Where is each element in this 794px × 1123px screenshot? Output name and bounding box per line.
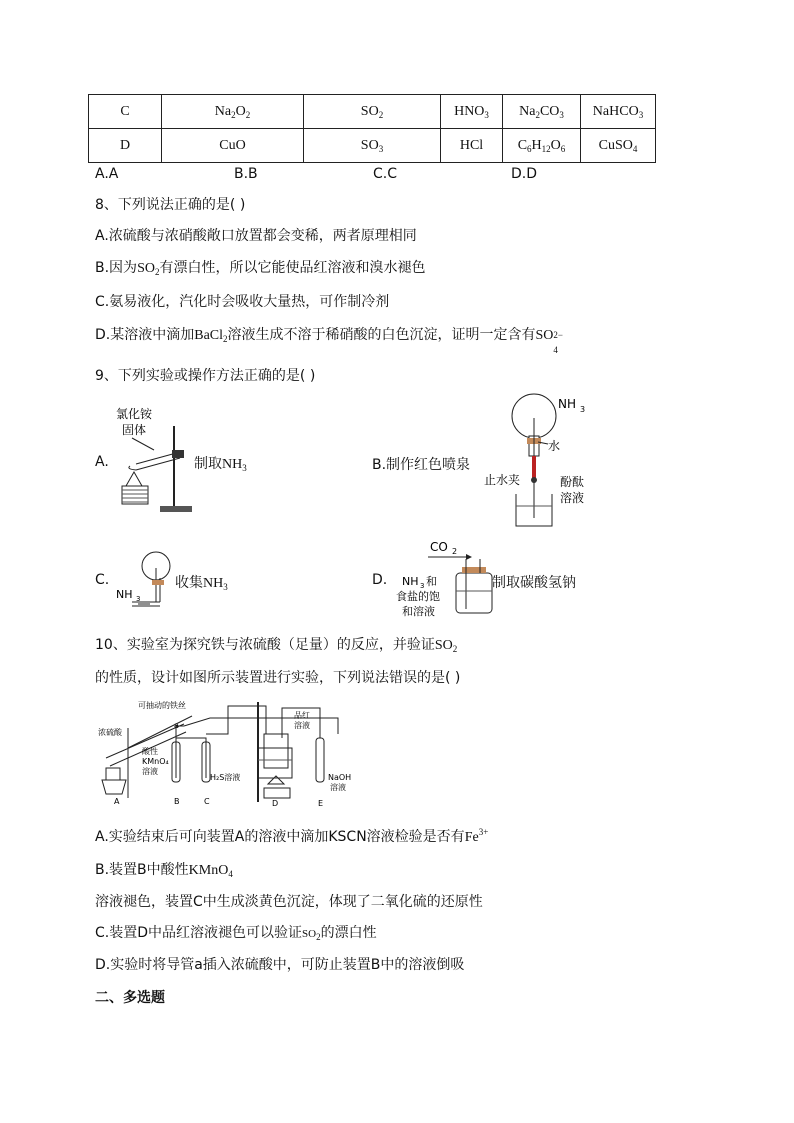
q10-option-b: B.装置B中酸性KMnO$_4$ (95, 862, 233, 879)
q9-option-d-label: D. (372, 572, 388, 588)
svg-text:酚酞: 酚酞 (560, 475, 585, 489)
table-cell: C (89, 95, 162, 129)
table-cell: $SO_3$ (304, 129, 441, 163)
q9-figure-c (112, 548, 177, 608)
q10-option-b-line2: 溶液褪色，装置C中生成淡黄色沉淀，体现了二氧化硫的还原性 (95, 894, 483, 910)
table-cell: $Na_2CO_3$ (503, 95, 581, 129)
q9-figure-b (482, 388, 592, 530)
svg-text:溶液: 溶液 (330, 783, 346, 792)
svg-text:止水夹: 止水夹 (484, 473, 521, 487)
svg-text:3: 3 (420, 582, 425, 590)
q10-option-c: C.装置D中品红溶液褪色可以验证$SO_2$的漂白性 (95, 925, 377, 942)
svg-text:品红: 品红 (294, 711, 310, 720)
q9-option-d-text: 制取碳酸氢钠 (492, 575, 576, 591)
svg-text:NH: NH (402, 575, 419, 588)
q8-option-d: D.某溶液中滴加BaCl$_2$溶液生成不溶于稀硝酸的白色沉淀，证明一定含有SO 2− 4 (95, 327, 563, 355)
svg-text:NaOH: NaOH (328, 773, 352, 782)
svg-text:溶液: 溶液 (560, 491, 585, 505)
table-cell: NaHCO$_3$ (581, 95, 656, 129)
svg-text:固体: 固体 (122, 423, 147, 437)
table-cell: $HNO_3$ (441, 95, 503, 129)
q9-figure-d (396, 537, 492, 619)
q9-stem: 9、下列实验或操作方法正确的是( ) (95, 368, 316, 384)
q9-option-a-text: 制取$NH_3$ (194, 456, 247, 473)
svg-text:C: C (204, 797, 210, 806)
q9-option-c-text: 收集$NH_3$ (175, 575, 228, 592)
svg-text:2: 2 (452, 547, 458, 556)
svg-text:a: a (174, 721, 179, 730)
table-cell: CuO (162, 129, 304, 163)
table-row (89, 129, 656, 163)
svg-text:D: D (272, 799, 279, 808)
svg-text:H₂S溶液: H₂S溶液 (210, 773, 241, 782)
q10-option-a: A.实验结束后可向装置A的溶液中滴加KSCN溶液检验是否有$Fe^{3+}$ (95, 827, 489, 845)
svg-text:A: A (114, 797, 120, 806)
q7-answer-choices (0, 166, 794, 184)
q8-option-b: B.因为$SO_2$有漂白性，所以它能使品红溶液和溴水褪色 (95, 260, 426, 277)
svg-text:溶液: 溶液 (294, 721, 310, 730)
svg-text:溶液: 溶液 (142, 767, 158, 776)
q10-stem-line2: 的性质，设计如图所示装置进行实验，下列说法错误的是( ) (95, 670, 461, 686)
answer-d: D.D (511, 166, 538, 182)
svg-text:KMnO₄: KMnO₄ (142, 757, 169, 766)
svg-text:CO: CO (430, 540, 448, 554)
svg-text:和溶液: 和溶液 (402, 605, 435, 618)
answer-c: C.C (373, 166, 398, 182)
q10-option-d: D.实验时将导管a插入浓硫酸中，可防止装置B中的溶液倒吸 (95, 957, 465, 973)
table-cell: $Na_2O_2$ (162, 95, 304, 129)
answer-a: A.A (95, 166, 119, 182)
q9-option-c-label: C. (95, 572, 110, 588)
svg-text:和: 和 (426, 575, 437, 588)
svg-text:可抽动的铁丝: 可抽动的铁丝 (138, 701, 186, 710)
q8-stem: 8、下列说法正确的是( ) (95, 197, 246, 213)
svg-text:E: E (318, 799, 324, 808)
svg-text:食盐的饱: 食盐的饱 (396, 590, 440, 603)
table-cell: D (89, 129, 162, 163)
q9-option-b-text: B.制作红色喷泉 (372, 457, 471, 473)
svg-text:B: B (174, 797, 180, 806)
q10-apparatus-figure (98, 698, 366, 808)
svg-text:NH: NH (116, 588, 133, 601)
q9-option-a-label: A. (95, 454, 109, 470)
svg-text:浓硫酸: 浓硫酸 (98, 728, 122, 737)
q8-option-a: A.浓硫酸与浓硝酸敞口放置都会变稀，两者原理相同 (95, 228, 417, 244)
svg-text:酸性: 酸性 (142, 747, 158, 756)
table-cell: $SO_2$ (304, 95, 441, 129)
table-cell: $C_6H_{12}O_6$ (503, 129, 581, 163)
table-cell: CuSO$_4$ (581, 129, 656, 163)
svg-text:3: 3 (580, 405, 586, 414)
q8-option-c: C.氨易液化，汽化时会吸收大量热，可作制冷剂 (95, 294, 390, 310)
svg-text:水: 水 (548, 439, 561, 453)
table-row (89, 95, 656, 129)
svg-text:NH: NH (558, 397, 576, 411)
answer-b: B.B (234, 166, 258, 182)
svg-text:3: 3 (136, 595, 141, 603)
section-heading: 二、多选题 (95, 990, 165, 1006)
q10-stem: 10、实验室为探究铁与浓硫酸（足量）的反应，并验证$SO_2$ (95, 637, 458, 654)
table-cell: HCl (441, 129, 503, 163)
options-table (88, 94, 656, 163)
svg-text:氯化铵: 氯化铵 (116, 407, 153, 421)
